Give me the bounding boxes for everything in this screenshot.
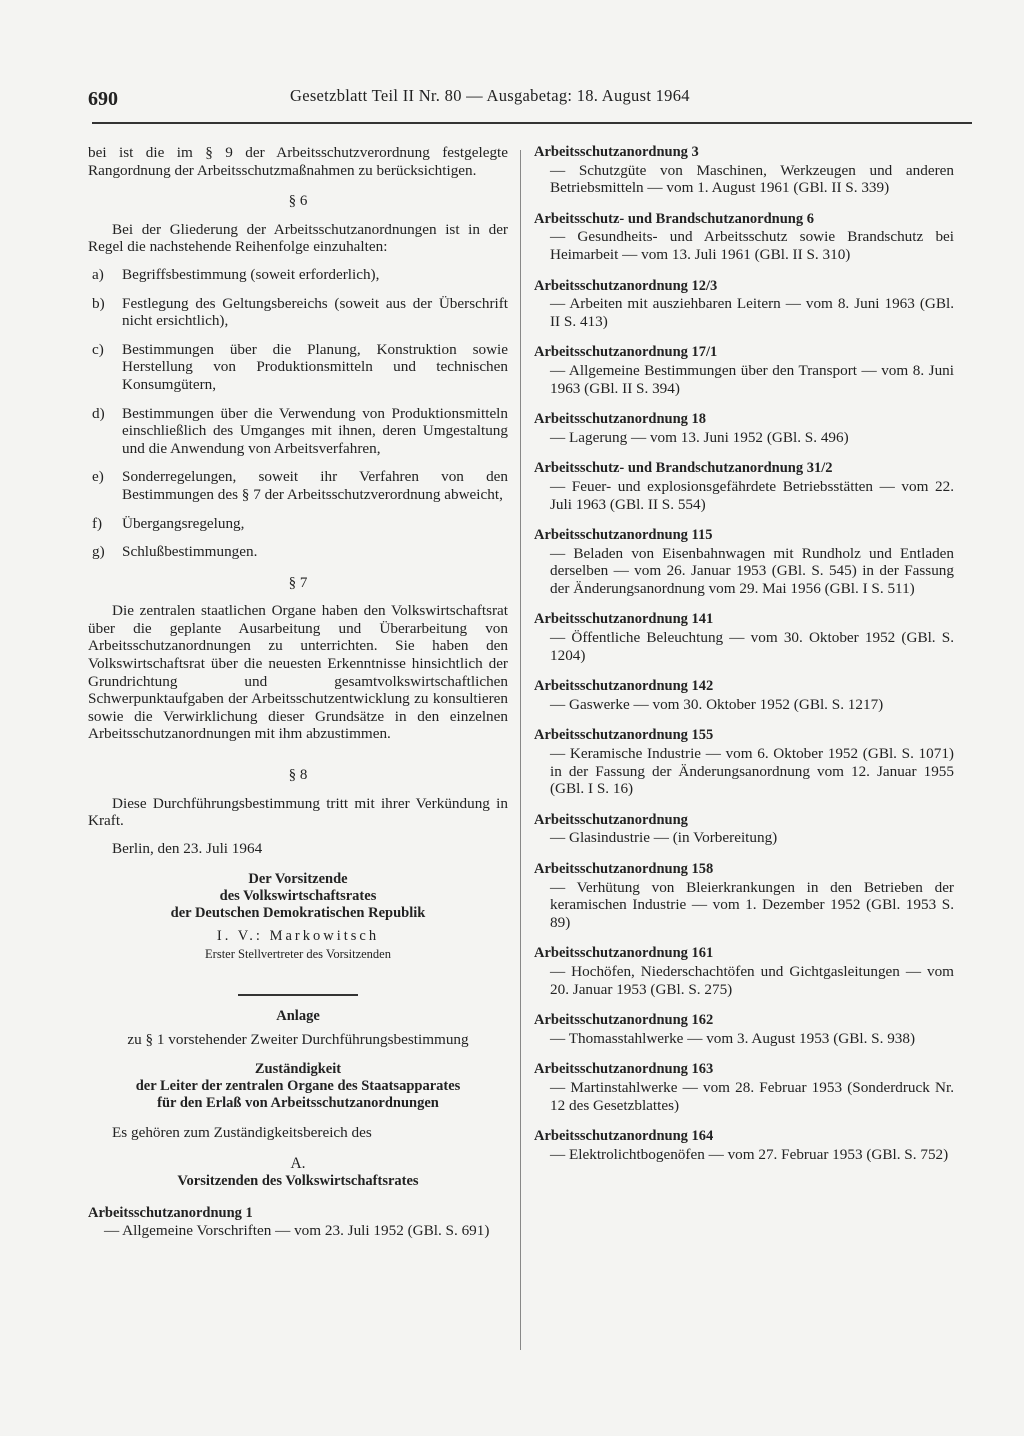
regulation-entry <box>534 1012 954 1047</box>
list-item-text: Bestimmungen über die Planung, Konstruktion sowie Herstellung von Produktionsmitteln und technischen Konsumgütern, <box>122 340 508 393</box>
regulation-body: — Schutzgüte von Maschinen, Werkzeugen und anderen Betriebsmitteln — vom 1. August 1961 (GBl. II S. 339) <box>550 161 954 197</box>
regulation-entry <box>534 411 954 446</box>
regulation-entry <box>534 144 954 197</box>
right-column <box>534 144 954 1177</box>
annex-separator <box>238 994 358 996</box>
regulation-body: — Martinstahlwerke — vom 28. Februar 1953 (Sonderdruck Nr. 12 des Gesetzblattes) <box>550 1078 954 1114</box>
regulation-body: — Glasindustrie — (in Vorbereitung) <box>550 829 778 847</box>
regulation-body: — Feuer- und explosionsgefährdete Betriebsstätten — vom 22. Juli 1963 (GBl. II S. 554) <box>550 477 954 513</box>
page-number: 690 <box>88 88 118 110</box>
list-item-label: g) <box>92 543 105 561</box>
regulation-body: — Hochöfen, Niederschachtöfen und Gichtgasleitungen — vom 20. Januar 1953 (GBl. S. 275) <box>550 962 954 998</box>
section-6-list <box>88 266 508 561</box>
section-7-text: Die zentralen staatlichen Organe haben den Volkswirtschaftsrat über die geplante Ausarbeitung und Überarbeitung von Arbeitsschutzanordnungen zu unterrichten. Sie haben den Volkswirtschaftsrat über die neuesten Erkenntnisse hinsichtlich der Grundrichtung und gesamtvolkswirtschaftlichen Schwerpunktaufgaben der Arbeitsschutzentwicklung zu konsultieren sowie die Verwirklichung dieser Grundsätze in den einzelnen Arbeitsschutzanordnungen mit ihm abzustimmen. <box>88 602 508 743</box>
annex-heading-line-3: für den Erlaß von Arbeitsschutzanordnungen <box>157 1094 439 1111</box>
regulation-body: — Keramische Industrie — vom 6. Oktober 1952 (GBl. S. 1071) in der Fassung der Änderungsanordnung vom 12. Januar 1955 (GBl. I S. 16) <box>550 745 954 798</box>
list-item-text: Begriffsbestimmung (soweit erforderlich), <box>122 265 380 283</box>
list-item <box>88 515 508 533</box>
section-6-text: Bei der Gliederung der Arbeitsschutzanordnungen ist in der Regel die nachstehende Reihenfolge einzuhalten: <box>88 220 508 256</box>
list-item-label: c) <box>92 340 104 358</box>
list-item-label: e) <box>92 468 104 486</box>
date-line: Berlin, den 23. Juli 1964 <box>112 839 263 857</box>
regulation-entry <box>534 727 954 797</box>
regulation-title: Arbeitsschutzanordnung 162 <box>534 1012 714 1029</box>
list-item-label: f) <box>92 514 103 532</box>
list-item <box>88 405 508 458</box>
regulation-title: Arbeitsschutzanordnung 142 <box>534 678 714 695</box>
signature-line-2: des Volkswirtschaftsrates <box>219 888 377 905</box>
regulation-title: Arbeitsschutzanordnung 164 <box>534 1128 714 1145</box>
signature-block <box>88 871 508 922</box>
regulation-body: — Öffentliche Beleuchtung — vom 30. Oktober 1952 (GBl. S. 1204) <box>550 629 954 664</box>
column-divider <box>520 150 521 1350</box>
section-7-heading: § 7 <box>288 574 308 591</box>
regulation-title: Arbeitsschutz- und Brandschutzanordnung 6 <box>534 210 814 227</box>
list-item <box>88 543 508 561</box>
list-item-text: Übergangsregelung, <box>122 514 245 532</box>
signature-line-3: der Deutschen Demokratischen Republik <box>170 905 426 922</box>
regulation-title: Arbeitsschutzanordnung 161 <box>534 945 714 962</box>
list-item <box>88 341 508 394</box>
annex-subtitle: zu § 1 vorstehender Zweiter Durchführungsbestimmung <box>127 1031 469 1049</box>
regulation-entry <box>534 1061 954 1114</box>
regulation-entry <box>534 861 954 931</box>
annex-intro: Es gehören zum Zuständigkeitsbereich des <box>112 1123 372 1141</box>
regulation-title: Arbeitsschutzanordnung 1 <box>88 1204 253 1221</box>
regulation-entry <box>534 1128 954 1163</box>
regulation-body: — Beladen von Eisenbahnwagen mit Rundholz und Entladen derselben — vom 26. Januar 1953 (GBl. S. 545) in der Fassung der Änderungsanordnung vom 29. Mai 1956 (GBl. I S. 511) <box>550 544 954 597</box>
regulation-entry <box>534 812 954 847</box>
regulation-title: Arbeitsschutz- und Brandschutzanordnung 31/2 <box>534 460 833 477</box>
list-item-label: b) <box>92 294 105 312</box>
list-item-text: Schlußbestimmungen. <box>122 543 258 561</box>
signatory-role: Erster Stellvertreter des Vorsitzenden <box>205 947 391 961</box>
regulation-body: — Gaswerke — vom 30. Oktober 1952 (GBl. S. 1217) <box>550 695 884 713</box>
header-rule <box>92 122 972 124</box>
regulation-body: — Allgemeine Bestimmungen über den Transport — vom 8. Juni 1963 (GBl. II S. 394) <box>550 361 954 397</box>
annex-heading <box>88 1061 508 1112</box>
regulation-body: — Allgemeine Vorschriften — vom 23. Juli 1952 (GBl. S. 691) <box>104 1222 490 1240</box>
annex-heading-line-2: der Leiter der zentralen Organe des Staatsapparates <box>135 1077 461 1094</box>
left-column <box>88 144 508 1254</box>
regulation-entry <box>534 211 954 264</box>
page-header-title: Gesetzblatt Teil II Nr. 80 — Ausgabetag: 18. August 1964 <box>290 86 690 105</box>
regulation-title: Arbeitsschutzanordnung 163 <box>534 1061 714 1078</box>
intro-paragraph: bei ist die im § 9 der Arbeitsschutzverordnung festgelegte Rangordnung der Arbeitsschutzmaßnahmen zu berücksichtigen. <box>88 144 508 179</box>
regulation-entry <box>534 527 954 597</box>
annex-heading-line-1: Zuständigkeit <box>254 1060 342 1077</box>
list-item-label: a) <box>92 265 104 283</box>
regulation-title: Arbeitsschutzanordnung 17/1 <box>534 344 718 361</box>
regulation-body: — Verhütung von Bleierkrankungen in den Betrieben der keramischen Industrie — vom 1. Dezember 1952 (GBl. 1953 S. 89) <box>550 878 954 931</box>
regulation-body: — Gesundheits- und Arbeitsschutz sowie Brandschutz bei Heimarbeit — vom 13. Juli 1961 (GBl. II S. 310) <box>550 228 954 263</box>
regulation-title: Arbeitsschutzanordnung 141 <box>534 611 714 628</box>
regulation-entry <box>534 945 954 998</box>
regulation-title: Arbeitsschutzanordnung 18 <box>534 411 707 428</box>
list-item-text: Sonderregelungen, soweit ihr Verfahren von den Bestimmungen des § 7 der Arbeitsschutzverordnung abweicht, <box>122 468 508 503</box>
regulation-title: Arbeitsschutzanordnung <box>534 811 688 828</box>
annex-section-title: Vorsitzenden des Volkswirtschaftsrates <box>177 1172 419 1189</box>
list-item <box>88 295 508 330</box>
regulation-entry <box>534 611 954 664</box>
regulation-entry <box>534 460 954 513</box>
list-item <box>88 468 508 503</box>
regulation-entry <box>534 344 954 397</box>
signature-line-1: Der Vorsitzende <box>248 871 348 888</box>
regulation-title: Arbeitsschutzanordnung 12/3 <box>534 277 718 294</box>
section-6-heading: § 6 <box>288 193 308 210</box>
regulation-title: Arbeitsschutzanordnung 115 <box>534 527 713 544</box>
annex-title: Anlage <box>276 1007 320 1024</box>
regulation-entry <box>88 1205 508 1240</box>
regulation-title: Arbeitsschutzanordnung 158 <box>534 861 714 877</box>
regulation-title: Arbeitsschutzanordnung 155 <box>534 727 714 744</box>
list-item-label: d) <box>92 404 105 422</box>
regulation-body: — Lagerung — vom 13. Juni 1952 (GBl. S. 496) <box>550 428 849 446</box>
regulation-entry <box>534 678 954 713</box>
regulation-body: — Thomasstahlwerke — vom 3. August 1953 (GBl. S. 938) <box>550 1029 916 1047</box>
list-item-text: Festlegung des Geltungsbereichs (soweit aus der Überschrift nicht ersichtlich), <box>122 294 508 330</box>
regulation-entry <box>534 278 954 331</box>
list-item-text: Bestimmungen über die Verwendung von Produktionsmitteln einschließlich des Umganges mit ihnen, deren Umgestaltung und die Anwendung von Arbeitsverfahren, <box>122 404 508 457</box>
section-8-text: Diese Durchführungsbestimmung tritt mit ihrer Verkündung in Kraft. <box>88 794 508 830</box>
regulation-body: — Arbeiten mit ausziehbaren Leitern — vom 8. Juni 1963 (GBl. II S. 413) <box>550 295 954 330</box>
section-8-heading: § 8 <box>288 767 308 784</box>
regulation-body: — Elektrolichtbogenöfen — vom 27. Februar 1953 (GBl. S. 752) <box>550 1145 949 1163</box>
list-item <box>88 266 508 284</box>
annex-section-letter: A. <box>290 1155 306 1173</box>
regulation-title: Arbeitsschutzanordnung 3 <box>534 144 699 160</box>
signatory-name: I. V.: Markowitsch <box>216 928 380 945</box>
